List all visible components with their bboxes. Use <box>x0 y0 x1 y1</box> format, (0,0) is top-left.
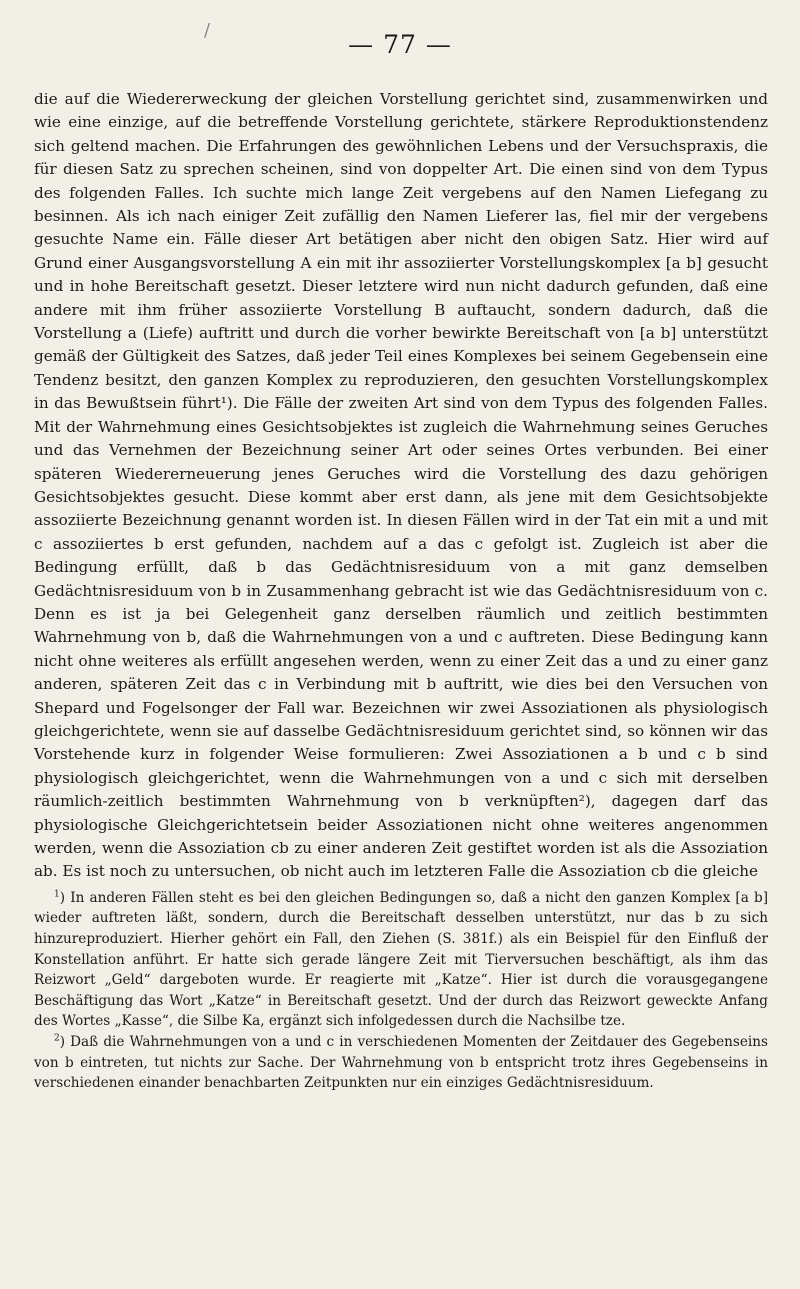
margin-pencil-mark: / <box>204 20 211 41</box>
footnotes-block <box>34 888 768 1094</box>
footnote-text: Daß die Wahrnehmungen von a und c in verschiedenen Momenten der Zeitdauer des Gegebenseins von b eintreten, tut nichts zur Sache. Der Wahrnehmung von b entspricht trotz ihres Gegebenseins in verschiedenen einander benachbarten Zeitpunkten nur ein einziges Gedächtnisresiduum. <box>34 1033 769 1092</box>
page-content <box>34 88 768 1094</box>
footnote-text: In anderen Fällen steht es bei den gleichen Bedingungen so, daß a nicht den ganzen Komplex [a b] wieder auftreten läßt, sondern, durch die Bereitschaft desselben unterstützt, nur das b zu sich hinzureproduziert. Hierher gehört ein Fall, den Ziehen (S. 381f.) als ein Beispiel für den Einfluß der Konstellation anführt. Er hatte sich gerade längere Zeit mit Tierversuchen beschäftigt, als ihm das Reizwort „Geld“ dargeboten wurde. Er reagierte mit „Katze“. Hier ist durch die vorausgegangene Beschäftigung das Wort „Katze“ in Bereitschaft gesetzt. Und der durch das Reizwort geweckte Anfang des Wortes „Kasse“, die Silbe Ka, ergänzt sich infolgedessen durch die Nachsilbe tze. <box>34 889 769 1030</box>
footnote-1: $^1$) In anderen Fällen steht es bei den gleichen Bedingungen so, daß a nicht den ganzen Komplex [a b] wieder auftreten läßt, sondern, durch die Bereitschaft desselben unterstützt, nur das b zu sich hinzureproduziert. Hierher gehört ein Fall, den Ziehen (S. 381f.) als ein Beispiel für den Einfluß der Konstellation anführt. Er hatte sich gerade längere Zeit mit Tierversuchen beschäftigt, als ihm das Reizwort „Geld“ dargeboten wurde. Er reagierte mit „Katze“. Hier ist durch die vorausgegangene Beschäftigung das Wort „Katze“ in Bereitschaft gesetzt. Und der durch das Reizwort geweckte Anfang des Wortes „Kasse“, die Silbe Ka, ergänzt sich infolgedessen durch die Nachsilbe tze. <box>34 889 769 1030</box>
main-text-block <box>34 88 768 884</box>
footnote-marker: 2 <box>54 1033 60 1044</box>
footnote-marker: 1 <box>54 889 60 900</box>
body-paragraph: die auf die Wiedererweckung der gleichen Vorstellung gerichtet sind, zusammenwirken und wie eine einzige, auf die betreffende Vorstellung gerichtete, stärkere Reproduktionstendenz sich geltend machen. Die Erfahrungen des gewöhnlichen Lebens und der Versuchspraxis, die für diesen Satz zu sprechen scheinen, sind von doppelter Art. Die einen sind von dem Typus des folgenden Falles. Ich suchte mich lange Zeit vergebens auf den Namen Liefegang zu besinnen. Als ich nach einiger Zeit zufällig den Namen Lieferer las, fiel mir der vergebens gesuchte Name ein. Fälle dieser Art betätigen aber nicht den obigen Satz. Hier wird auf Grund einer Ausgangsvorstellung A ein mit ihr assoziierter Vorstellungskomplex [a b] gesucht und in hohe Bereitschaft gesetzt. Dieser letztere wird nun nicht dadurch gefunden, daß eine andere mit ihm früher assoziierte Vorstellung B auftaucht, sondern dadurch, daß die Vorstellung a (Liefe) auftritt und durch die vorher bewirkte Bereitschaft von [a b] unterstützt gemäß der Gültigkeit des Satzes, daß jeder Teil eines Komplexes bei seinem Gegebensein eine Tendenz besitzt, den ganzen Komplex zu reproduzieren, den gesuchten Vorstellungskomplex in das Bewußtsein führt¹). Die Fälle der zweiten Art sind von dem Typus des folgenden Falles. Mit der Wahrnehmung eines Gesichtsobjektes ist zugleich die Wahrnehmung seines Geruches und das Vernehmen der Bezeichnung seiner Art oder seines Ortes verbunden. Bei einer späteren Wiedererneuerung jenes Geruches wird die Vorstellung des dazu gehörigen Gesichtsobjektes gesucht. Diese kommt aber erst dann, als jene mit dem Gesichtsobjekte assoziierte Bezeichnung genannt worden ist. In diesen Fällen wird in der Tat ein mit a und mit c assoziiertes b erst gefunden, nachdem auf a das c gefolgt ist. Zugleich ist aber die Bedingung erfüllt, daß b das Gedächtnisresiduum von a mit ganz demselben Gedächtnisresiduum von b in Zusammenhang gebracht ist wie das Gedächtnisresiduum von c. Denn es ist ja bei Gelegenheit ganz derselben räumlich und zeitlich bestimmten Wahrnehmung von b, daß die Wahrnehmungen von a und c auftreten. Diese Bedingung kann nicht ohne weiteres als erfüllt angesehen werden, wenn zu einer Zeit das a und zu einer ganz anderen, späteren Zeit das c in Verbindung mit b auftritt, wie dies bei den Versuchen von Shepard und Fogelsonger der Fall war. Bezeichnen wir zwei Assoziationen als physiologisch gleichgerichtete, wenn sie auf dasselbe Gedächtnisresiduum gerichtet sind, so können wir das Vorstehende kurz in folgender Weise formulieren: Zwei Assoziationen a b und c b sind physiologisch gleichgerichtet, wenn die Wahrnehmungen von a und c sich mit derselben räumlich-zeitlich bestimmten Wahrnehmung von b verknüpften²), dagegen darf das physiologische Gleichgerichtetsein beider Assoziationen nicht ohne weiteres angenommen werden, wenn die Assoziation cb zu einer anderen Zeit gestiftet worden ist als die Assoziation ab. Es ist noch zu untersuchen, ob nicht auch im letzteren Falle die Assoziation cb die gleiche <box>34 90 768 881</box>
page-number-header: — 77 — <box>348 30 452 59</box>
footnote-2: $^2$) Daß die Wahrnehmungen von a und c in verschiedenen Momenten der Zeitdauer des Gegebenseins von b eintreten, tut nichts zur Sache. Der Wahrnehmung von b entspricht trotz ihres Gegebenseins in verschiedenen einander benachbarten Zeitpunkten nur ein einziges Gedächtnisresiduum. <box>34 1033 769 1092</box>
